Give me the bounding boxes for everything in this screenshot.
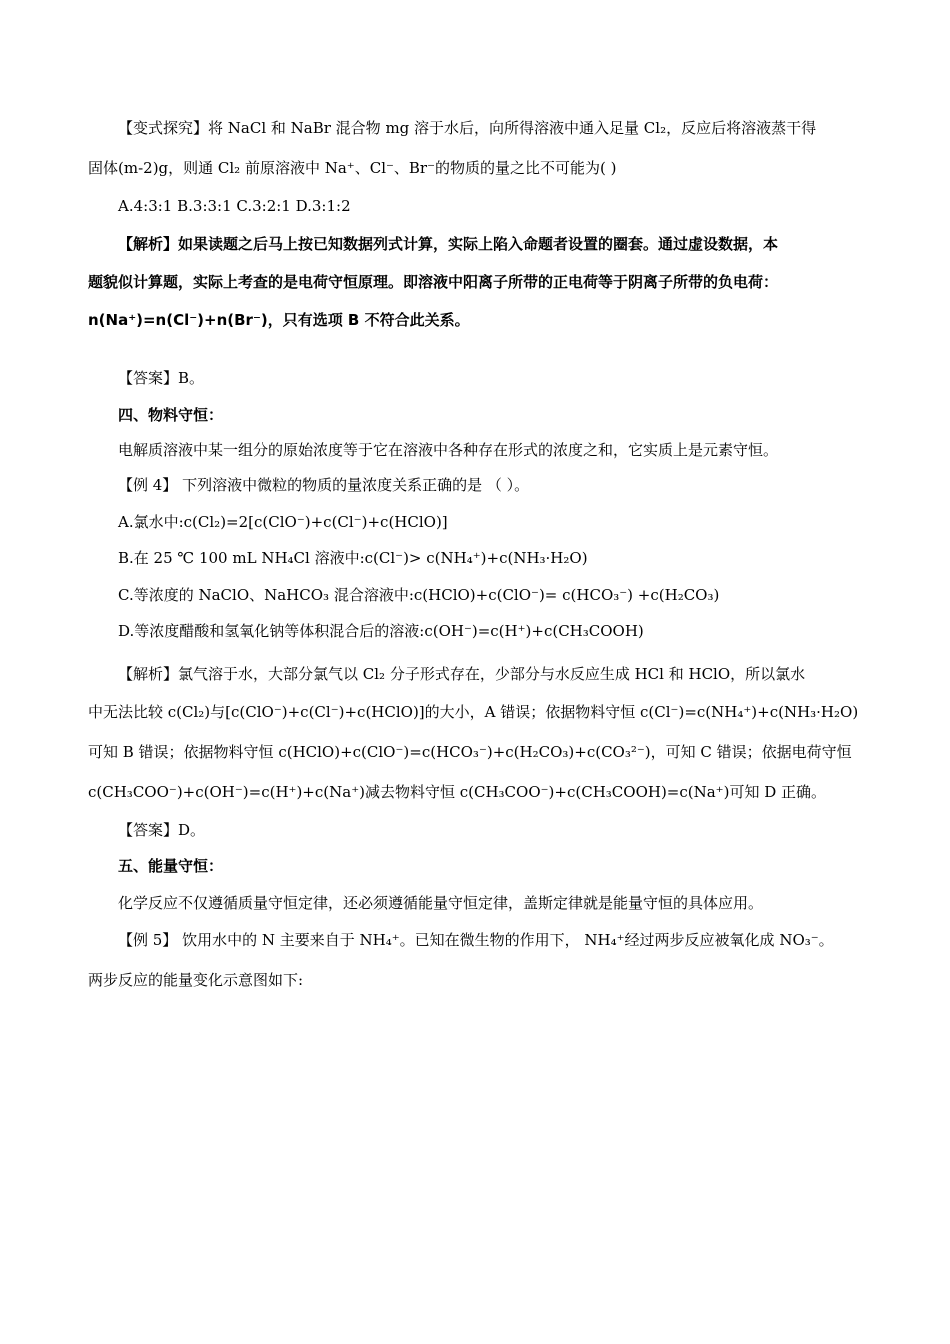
section-5-heading: 五、能量守恒：: [118, 857, 224, 875]
example-4-option-c: C.等浓度的 NaClO、NaHCO₃ 混合溶液中:c(HClO)+c(ClO⁻)= c(HCO₃⁻) +c(H₂CO₃): [118, 586, 720, 604]
example-5-line-2: 两步反应的能量变化示意图如下:: [88, 971, 304, 989]
variant-line-2: 固体(m-2)g，则通 Cl₂ 前原溶液中 Na⁺、Cl⁻、Br⁻的物质的量之比不可能为( ): [88, 159, 617, 177]
section-4-heading: 四、物料守恒：: [118, 406, 224, 424]
example-4-option-b: B.在 25 ℃ 100 mL NH₄Cl 溶液中:c(Cl⁻)> c(NH₄⁺)+c(NH₃·H₂O): [118, 549, 588, 567]
analysis-1-line-3: n(Na⁺)=n(Cl⁻)+n(Br⁻)，只有选项 B 不符合此关系。: [88, 311, 470, 329]
answer-2: 【答案】D。: [118, 821, 206, 839]
analysis-1-line-2: 题貌似计算题，实际上考查的是电荷守恒原理。即溶液中阳离子所带的正电荷等于阴离子所带的负电荷：: [88, 273, 779, 291]
analysis-2-line-4: c(CH₃COO⁻)+c(OH⁻)=c(H⁺)+c(Na⁺)减去物料守恒 c(CH₃COO⁻)+c(CH₃COOH)=c(Na⁺)可知 D 正确。: [88, 783, 827, 801]
analysis-1-line-1: 【解析】如果读题之后马上按已知数据列式计算，实际上陷入命题者设置的圈套。通过虚设数据，本: [118, 235, 779, 253]
variant-options: A.4:3:1 B.3:3:1 C.3:2:1 D.3:1:2: [118, 197, 351, 215]
section-4-description: 电解质溶液中某一组分的原始浓度等于它在溶液中各种存在形式的浓度之和，它实质上是元素守恒。: [118, 441, 779, 459]
variant-line-1: 【变式探究】将 NaCl 和 NaBr 混合物 mg 溶于水后，向所得溶液中通入足量 Cl₂，反应后将溶液蒸干得: [118, 119, 817, 137]
example-5-line-1: 【例 5】 饮用水中的 N 主要来自于 NH₄⁺。已知在微生物的作用下， NH₄⁺经过两步反应被氧化成 NO₃⁻。: [118, 931, 834, 949]
analysis-2-line-1: 【解析】氯气溶于水，大部分氯气以 Cl₂ 分子形式存在，少部分与水反应生成 HCl 和 HClO，所以氯水: [118, 665, 806, 683]
analysis-2-line-3: 可知 B 错误；依据物料守恒 c(HClO)+c(ClO⁻)=c(HCO₃⁻)+c(H₂CO₃)+c(CO₃²⁻)，可知 C 错误；依据电荷守恒: [88, 743, 852, 761]
section-5-description: 化学反应不仅遵循质量守恒定律，还必须遵循能量守恒定律，盖斯定律就是能量守恒的具体应用。: [118, 894, 764, 912]
answer-1: 【答案】B。: [118, 369, 205, 387]
example-4-question: 【例 4】 下列溶液中微粒的物质的量浓度关系正确的是 （ ）。: [118, 476, 530, 494]
example-4-option-a: A.氯水中:c(Cl₂)=2[c(ClO⁻)+c(Cl⁻)+c(HClO)]: [118, 513, 448, 531]
analysis-2-line-2: 中无法比较 c(Cl₂)与[c(ClO⁻)+c(Cl⁻)+c(HClO)]的大小，A 错误；依据物料守恒 c(Cl⁻)=c(NH₄⁺)+c(NH₃·H₂O): [88, 703, 859, 721]
example-4-option-d: D.等浓度醋酸和氢氧化钠等体积混合后的溶液:c(OH⁻)=c(H⁺)+c(CH₃COOH): [118, 622, 644, 640]
